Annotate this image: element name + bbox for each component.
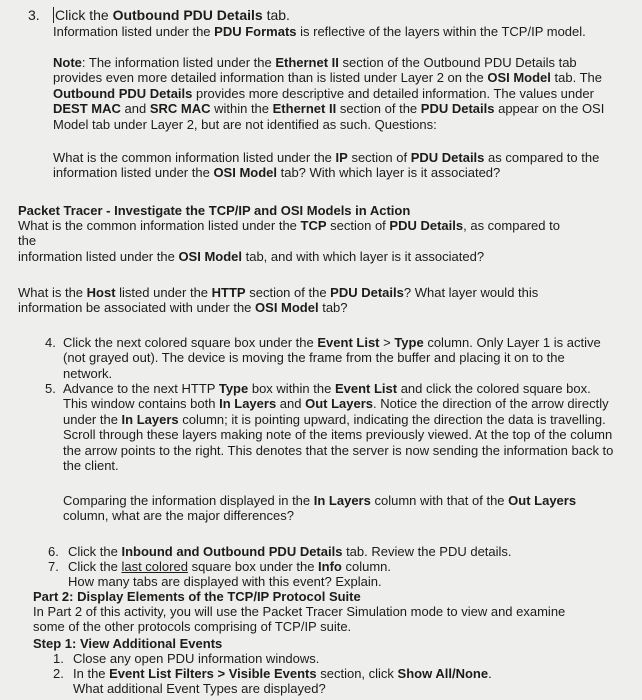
item-6-number: 6. [48, 544, 59, 559]
part-2-paragraph: In Part 2 of this activity, you will use the Packet Tracer Simulation mode to view and examine some of the other protocols comprising of TCP/IP suite. [33, 604, 566, 635]
item-5-comparison-question: Comparing the information displayed in the In Layers column with that of the Out Layers column, what are the major differences? [63, 493, 577, 524]
part-2-heading: Part 2: Display Elements of the TCP/IP Protocol Suite [33, 589, 361, 604]
item-7-question: How many tabs are displayed with this event? Explain. [68, 574, 382, 589]
item-7-text: Click the last colored square box under the Info column. [68, 559, 392, 574]
packet-tracer-title: Packet Tracer - Investigate the TCP/IP and OSI Models in Action [18, 203, 411, 218]
tcp-question: What is the common information listed under the TCP section of PDU Details, as compared to the information listed under the OSI Model tab, and with which layer is it associated? [18, 218, 560, 264]
step-1-item-1-number: 1. [53, 651, 64, 666]
item-3-question: What is the common information listed under the IP section of PDU Details as compared to the information listed under the OSI Model tab? With which layer is it associated? [53, 150, 600, 181]
step-1-question: What additional Event Types are displayed? [73, 681, 326, 696]
item-7-number: 7. [48, 559, 59, 574]
item-5-number: 5. [45, 381, 56, 396]
step-1-heading: Step 1: View Additional Events [33, 636, 223, 651]
item-3-paragraph: Information listed under the PDU Formats is reflective of the layers within the TCP/IP model. [53, 24, 586, 39]
questions-label: Questions: [374, 116, 437, 132]
item-4-number: 4. [45, 335, 56, 350]
item-4-text: Click the next colored square box under the Event List > Type column. Only Layer 1 is active (not grayed out). The device is moving the frame from the buffer and placing it on to the network. [63, 335, 601, 381]
http-host-question: What is the Host listed under the HTTP section of the PDU Details? What layer would this information be associated with under the OSI Model tab? [18, 285, 539, 316]
item-6-text: Click the Inbound and Outbound PDU Details tab. Review the PDU details. [68, 544, 512, 559]
item-3-number: 3. [28, 7, 40, 23]
step-1-item-2-number: 2. [53, 666, 64, 681]
item-3-note: Note: The information listed under the Ethernet II section of the Outbound PDU Details tab provides even more detailed information than is listed under Layer 2 on the OSI Model tab. The Outbound PDU Details provides more descriptive and detailed information. The values under DEST MAC and SRC MAC within the Ethernet II section of the PDU Details appear on the OSI Model tab under Layer 2, but are not identified as such. Questions: [53, 55, 605, 132]
item-3-title: Click the Outbound PDU Details tab. [55, 7, 290, 23]
item-5-text: Advance to the next HTTP Type box within the Event List and click the colored square box. This window contains both In Layers and Out Layers. Notice the direction of the arrow directly under the In Layers column; it is pointing upward, indicating the direction the data is travelling. Scroll through these layers making note of the items previously viewed. At the top of the column the arrow points to the right. This denotes that the server is now sending the information back to the client. [63, 381, 614, 474]
step-1-item-2-text: In the Event List Filters > Visible Events section, click Show All/None. [73, 666, 492, 681]
step-1-item-1-text: Close any open PDU information windows. [73, 651, 320, 666]
